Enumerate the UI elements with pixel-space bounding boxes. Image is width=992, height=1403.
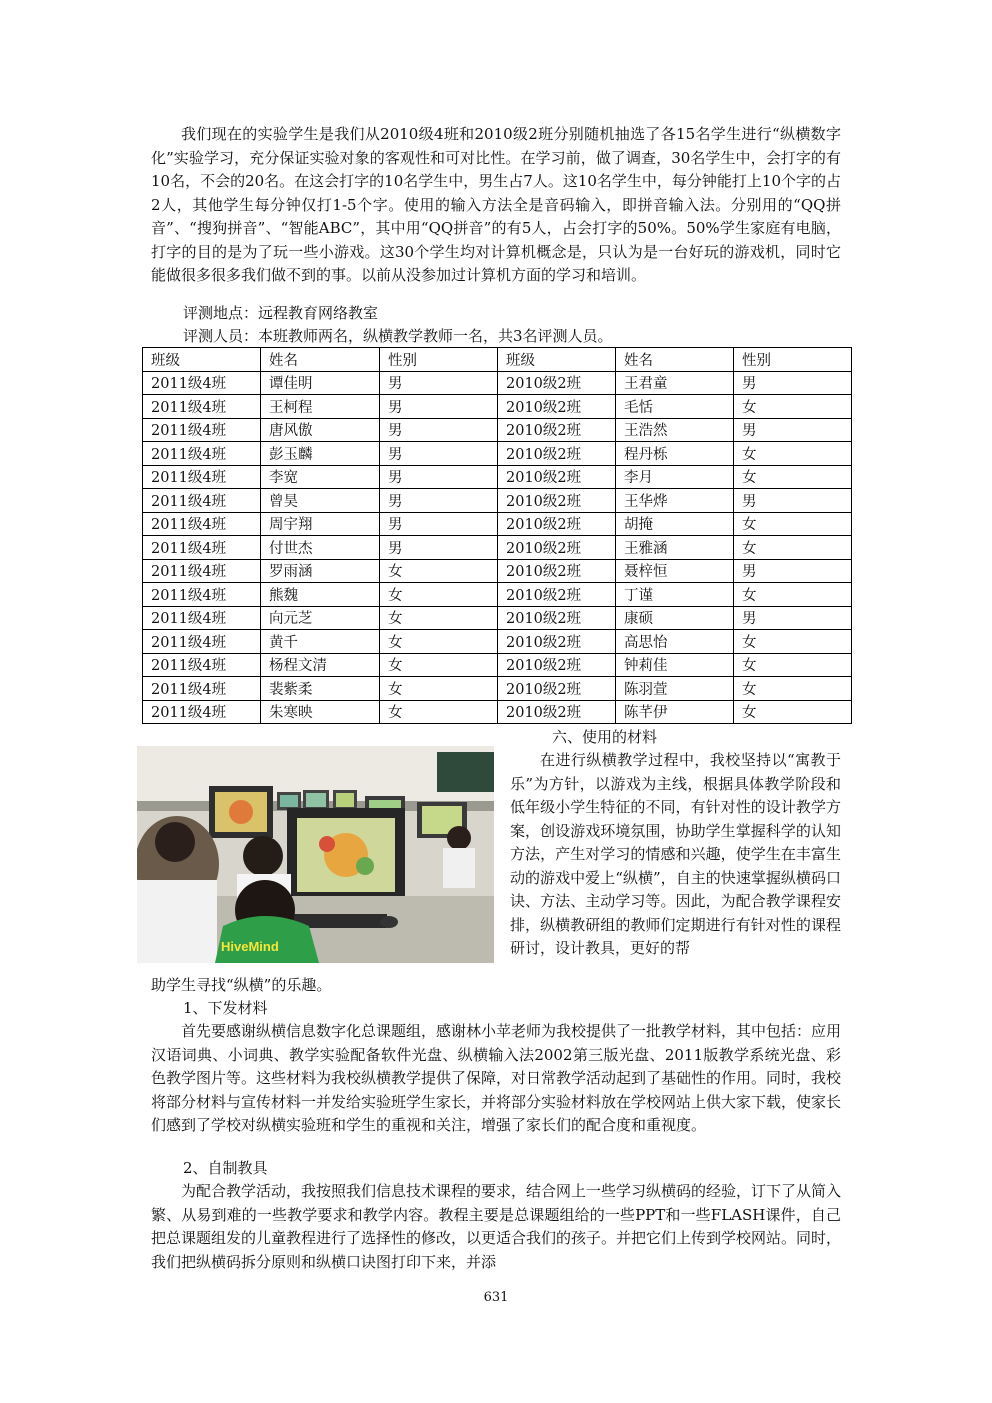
cell-gender: 女 <box>380 677 498 701</box>
table-row <box>143 442 852 466</box>
cell-name: 曾昊 <box>261 489 380 513</box>
cell-gender: 男 <box>380 395 498 419</box>
table-row <box>143 512 852 536</box>
cell-name: 朱寒映 <box>261 700 380 724</box>
intro-paragraph: 我们现在的实验学生是我们从2010级4班和2010级2班分别随机抽选了各15名学生进行“纵横数字化”实验学习，充分保证实验对象的客观性和可对比性。在学习前，做了调查，30名学生中，会打字的有10名，不会的20名。在这会打字的10名学生中，男生占7人。这10名学生中，每分钟能打上10个字的占2人，其他学生每分钟仅打1-5个字。使用的输入方法全是音码输入，即拼音输入法。分别用的“QQ拼音”、“搜狗拼音”、“智能ABC”，其中用“QQ拼音”的有5人，占会打字的50%。50%学生家庭有电脑，打字的目的是为了玩一些小游戏。这30个学生均对计算机概念是，只认为是一台好玩的游戏机，同时它能做很多很多我们做不到的事。以前从没参加过计算机方面的学习和培训。 <box>151 125 841 284</box>
cell-name: 熊魏 <box>261 583 380 607</box>
cell-gender: 女 <box>734 512 852 536</box>
cell-gender: 男 <box>734 606 852 630</box>
cell-class: 2011级4班 <box>143 630 261 654</box>
cell-name: 李月 <box>616 465 734 489</box>
cell-class: 2010级2班 <box>498 559 616 583</box>
cell-class: 2011级4班 <box>143 442 261 466</box>
cell-name: 康硕 <box>616 606 734 630</box>
cell-name: 高思怡 <box>616 630 734 654</box>
cell-gender: 女 <box>734 465 852 489</box>
shirt-logo: HiveMind <box>221 939 279 954</box>
table-row <box>143 606 852 630</box>
cell-gender: 女 <box>734 677 852 701</box>
cell-class: 2011级4班 <box>143 489 261 513</box>
cell-gender: 男 <box>380 371 498 395</box>
cell-gender: 男 <box>380 418 498 442</box>
cell-class: 2011级4班 <box>143 536 261 560</box>
cell-name: 周宇翔 <box>261 512 380 536</box>
cell-name: 彭玉麟 <box>261 442 380 466</box>
classroom-photo <box>137 746 494 963</box>
cell-name: 王君童 <box>616 371 734 395</box>
header-name: 姓名 <box>261 348 380 372</box>
evaluators-line: 评测人员：本班教师两名，纵横教学教师一名，共3名评测人员。 <box>183 327 613 345</box>
cell-class: 2011级4班 <box>143 583 261 607</box>
table-header-row <box>143 348 852 372</box>
cell-name: 李宽 <box>261 465 380 489</box>
table-row <box>143 677 852 701</box>
cell-name: 罗雨涵 <box>261 559 380 583</box>
cell-name: 陈羽萱 <box>616 677 734 701</box>
cell-name: 胡掩 <box>616 512 734 536</box>
cell-class: 2010级2班 <box>498 606 616 630</box>
cell-class: 2011级4班 <box>143 512 261 536</box>
cell-gender: 男 <box>380 489 498 513</box>
section6-title: 六、使用的材料 <box>552 728 658 746</box>
cell-gender: 女 <box>734 700 852 724</box>
materials-title: 1、下发材料 <box>183 999 268 1017</box>
cell-gender: 男 <box>734 559 852 583</box>
cell-class: 2011级4班 <box>143 371 261 395</box>
cell-gender: 女 <box>734 653 852 677</box>
cell-name: 裴紫柔 <box>261 677 380 701</box>
cell-name: 向元芝 <box>261 606 380 630</box>
cell-name: 王柯程 <box>261 395 380 419</box>
cell-class: 2010级2班 <box>498 465 616 489</box>
cell-class: 2011级4班 <box>143 465 261 489</box>
cell-class: 2011级4班 <box>143 395 261 419</box>
cell-name: 丁谨 <box>616 583 734 607</box>
cell-class: 2010级2班 <box>498 395 616 419</box>
cell-gender: 女 <box>380 583 498 607</box>
materials-body: 首先要感谢纵横信息数字化总课题组，感谢林小苹老师为我校提供了一批教学材料，其中包括：应用汉语词典、小词典、教学实验配备软件光盘、纵横输入法2002第三版光盘、2011版教学系统光盘、彩色教学图片等。这些材料为我校纵横教学提供了保障，对日常教学活动起到了基础性的作用。同时，我校将部分材料与宣传材料一并发给实验班学生家长，并将部分实验材料放在学校网站上供大家下载，使家长们感到了学校对纵横实验班和学生的重视和关注，增强了家长们的配合度和重视度。 <box>151 1022 842 1134</box>
table-row <box>143 395 852 419</box>
cell-name: 聂梓恒 <box>616 559 734 583</box>
cell-gender: 男 <box>380 442 498 466</box>
student-roster-table <box>142 347 852 724</box>
cell-class: 2010级2班 <box>498 489 616 513</box>
cell-gender: 女 <box>380 653 498 677</box>
cell-class: 2010级2班 <box>498 512 616 536</box>
cell-class: 2010级2班 <box>498 536 616 560</box>
cell-name: 毛恬 <box>616 395 734 419</box>
cell-class: 2010级2班 <box>498 583 616 607</box>
cell-name: 陈芊伊 <box>616 700 734 724</box>
cell-class: 2010级2班 <box>498 371 616 395</box>
header-gender: 性别 <box>734 348 852 372</box>
cell-gender: 男 <box>734 418 852 442</box>
page-number: 631 <box>483 1290 509 1305</box>
cell-gender: 女 <box>380 630 498 654</box>
cell-class: 2010级2班 <box>498 653 616 677</box>
teaching-aids-body: 为配合教学活动，我按照我们信息技术课程的要求，结合网上一些学习纵横码的经验，订下了从简入繁、从易到难的一些教学要求和教学内容。教程主要是总课题组给的一些PPT和一些FLASH课件，自己把总课题组发的儿童教程进行了选择性的修改，以更适合我们的孩子。并把它们上传到学校网站。同时，我们把纵横码拆分原则和纵横口诀图打印下来，并添 <box>151 1182 842 1271</box>
cell-name: 钟莉佳 <box>616 653 734 677</box>
cell-name: 付世杰 <box>261 536 380 560</box>
cell-gender: 女 <box>734 536 852 560</box>
header-name: 姓名 <box>616 348 734 372</box>
cell-class: 2011级4班 <box>143 653 261 677</box>
table-row <box>143 489 852 513</box>
cell-gender: 男 <box>380 512 498 536</box>
cell-gender: 女 <box>380 606 498 630</box>
table-row <box>143 418 852 442</box>
cell-class: 2010级2班 <box>498 700 616 724</box>
table-row <box>143 630 852 654</box>
table-row <box>143 653 852 677</box>
table-row <box>143 371 852 395</box>
cell-class: 2010级2班 <box>498 677 616 701</box>
test-location: 评测地点：远程教育网络教室 <box>183 304 379 322</box>
cell-name: 程丹栎 <box>616 442 734 466</box>
cell-class: 2011级4班 <box>143 677 261 701</box>
cell-class: 2011级4班 <box>143 606 261 630</box>
table-row <box>143 465 852 489</box>
cell-gender: 男 <box>734 371 852 395</box>
cell-gender: 女 <box>734 583 852 607</box>
cell-gender: 女 <box>734 395 852 419</box>
table-row <box>143 536 852 560</box>
cell-gender: 男 <box>380 465 498 489</box>
cell-class: 2011级4班 <box>143 559 261 583</box>
table-row <box>143 583 852 607</box>
cell-name: 王雅涵 <box>616 536 734 560</box>
cell-gender: 女 <box>734 442 852 466</box>
cell-name: 黄千 <box>261 630 380 654</box>
cell-class: 2011级4班 <box>143 700 261 724</box>
table-row <box>143 559 852 583</box>
cell-class: 2010级2班 <box>498 630 616 654</box>
table-row <box>143 700 852 724</box>
cell-gender: 女 <box>380 559 498 583</box>
cell-gender: 女 <box>734 630 852 654</box>
section6-body-continued: 助学生寻找“纵横”的乐趣。 <box>151 976 332 994</box>
header-class: 班级 <box>143 348 261 372</box>
cell-gender: 女 <box>380 700 498 724</box>
cell-class: 2011级4班 <box>143 418 261 442</box>
cell-name: 谭佳明 <box>261 371 380 395</box>
header-class: 班级 <box>498 348 616 372</box>
cell-name: 唐风傲 <box>261 418 380 442</box>
cell-gender: 男 <box>734 489 852 513</box>
cell-name: 杨程文清 <box>261 653 380 677</box>
header-gender: 性别 <box>380 348 498 372</box>
cell-class: 2010级2班 <box>498 442 616 466</box>
cell-name: 王浩然 <box>616 418 734 442</box>
teaching-aids-title: 2、自制教具 <box>183 1159 268 1177</box>
cell-gender: 男 <box>380 536 498 560</box>
cell-name: 王华烨 <box>616 489 734 513</box>
cell-class: 2010级2班 <box>498 418 616 442</box>
section6-body: 在进行纵横教学过程中，我校坚持以“寓教于乐”为方针，以游戏为主线，根据具体教学阶段和低年级小学生特征的不同，有针对性的设计教学方案，创设游戏环境氛围，协助学生掌握科学的认知方法，产生对学习的情感和兴趣，使学生在丰富生动的游戏中爱上“纵横”，自主的快速掌握纵横码口诀、方法、主动学习等。因此，为配合教学课程安排，纵横教研组的教师们定期进行有针对性的课程研讨，设计教具，更好的帮 <box>510 751 841 957</box>
